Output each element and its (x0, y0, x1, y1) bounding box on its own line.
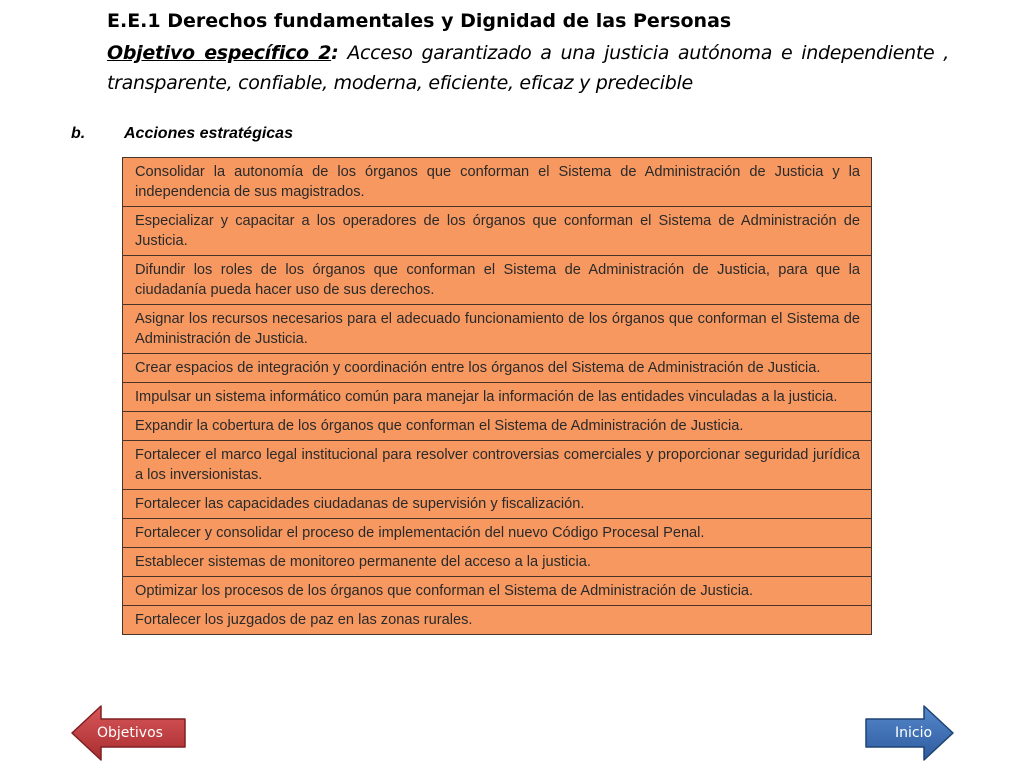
objective-colon: : (331, 42, 339, 64)
action-cell: Establecer sistemas de monitoreo permanente del acceso a la justicia. (123, 548, 872, 577)
action-cell: Fortalecer las capacidades ciudadanas de supervisión y fiscalización. (123, 490, 872, 519)
action-cell: Fortalecer y consolidar el proceso de implementación del nuevo Código Procesal Penal. (123, 519, 872, 548)
table-row (123, 606, 872, 635)
table-row (123, 354, 872, 383)
table-row (123, 441, 872, 490)
strategic-actions-table (122, 157, 872, 635)
page-title: E.E.1 Derechos fundamentales y Dignidad de las Personas (107, 10, 732, 32)
section-heading (71, 125, 293, 143)
objective-text: Acceso garantizado a una justicia autónoma e independiente , transparente, confiable, moderna, eficiente, eficaz y predecible (107, 42, 949, 94)
table-row (123, 577, 872, 606)
table-row (123, 412, 872, 441)
action-cell: Optimizar los procesos de los órganos que conforman el Sistema de Administración de Justicia. (123, 577, 872, 606)
inicio-button-label: Inicio (895, 725, 933, 741)
table-row (123, 383, 872, 412)
objetivos-button[interactable] (70, 704, 188, 762)
table-row (123, 519, 872, 548)
action-cell: Expandir la cobertura de los órganos que conforman el Sistema de Administración de Justicia. (123, 412, 872, 441)
action-cell: Impulsar un sistema informático común para manejar la información de las entidades vinculadas a la justicia. (123, 383, 872, 412)
action-cell: Fortalecer el marco legal institucional para resolver controversias comerciales y proporcionar seguridad jurídica a los inversionistas. (123, 441, 872, 490)
action-cell: Fortalecer los juzgados de paz en las zonas rurales. (123, 606, 872, 635)
action-cell: Difundir los roles de los órganos que conforman el Sistema de Administración de Justicia, para que la ciudadanía pueda hacer uso de sus derechos. (123, 256, 872, 305)
section-title: Acciones estratégicas (124, 125, 293, 142)
table-row (123, 548, 872, 577)
action-cell: Especializar y capacitar a los operadores de los órganos que conforman el Sistema de Administración de Justicia. (123, 207, 872, 256)
action-cell: Crear espacios de integración y coordinación entre los órganos del Sistema de Administración de Justicia. (123, 354, 872, 383)
objective-label: Objetivo específico 2 (107, 42, 332, 64)
table-row (123, 207, 872, 256)
action-cell: Asignar los recursos necesarios para el adecuado funcionamiento de los órganos que conforman el Sistema de Administración de Justicia. (123, 305, 872, 354)
inicio-button[interactable] (864, 704, 956, 762)
table-row (123, 490, 872, 519)
table-row (123, 305, 872, 354)
objective-paragraph (107, 38, 949, 98)
table-row (123, 256, 872, 305)
objetivos-button-label: Objetivos (97, 725, 163, 741)
section-letter: b. (71, 125, 86, 142)
action-cell: Consolidar la autonomía de los órganos que conforman el Sistema de Administración de Justicia y la independencia de sus magistrados. (123, 158, 872, 207)
table-row (123, 158, 872, 207)
